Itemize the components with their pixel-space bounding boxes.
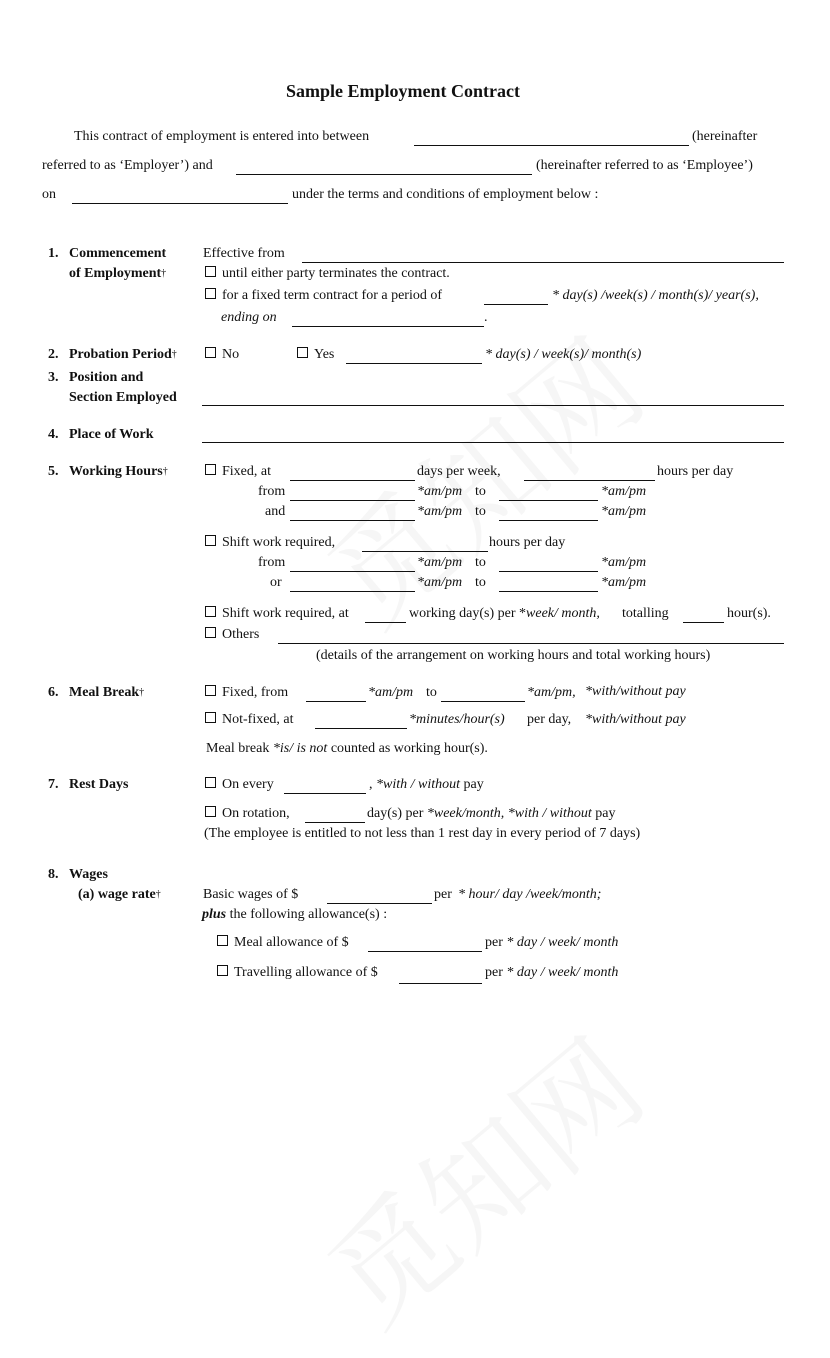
time-field[interactable] — [499, 571, 598, 572]
label: * hour/ day /week/month; — [458, 887, 602, 902]
label: per day, — [527, 712, 572, 727]
basic-wage-field[interactable] — [327, 903, 432, 904]
section-heading: Position and — [69, 370, 144, 385]
effective-from-label: Effective from — [203, 246, 285, 261]
time-field[interactable] — [290, 520, 415, 521]
label: per * day / week/ month — [485, 965, 619, 980]
intro-text: under the terms and conditions of employment below : — [292, 187, 599, 202]
option-meal-fixed[interactable]: Fixed, from — [205, 684, 288, 702]
section-heading: Meal Break† — [69, 685, 145, 700]
section-heading: Wages — [69, 867, 108, 882]
section-heading: Commencement — [69, 246, 167, 261]
label: *am/pm — [601, 575, 647, 590]
label: plus the following allowance(s) : — [202, 907, 388, 922]
effective-from-field[interactable] — [302, 262, 784, 263]
time-field[interactable] — [499, 591, 598, 592]
label: to — [475, 504, 486, 519]
period-units: * day(s) /week(s) / month(s)/ year(s), — [552, 288, 759, 303]
section-number: 4. — [48, 427, 59, 442]
label: or — [270, 575, 282, 590]
label: to — [475, 555, 486, 570]
section-heading: Probation Period† — [69, 347, 177, 362]
checkbox[interactable] — [217, 965, 228, 976]
days-field[interactable] — [290, 480, 415, 481]
label: to — [426, 685, 437, 700]
rest-day-field[interactable] — [284, 793, 366, 794]
employee-field[interactable] — [236, 174, 532, 175]
label: *minutes/hour(s) — [409, 712, 505, 727]
intro-text: referred to as ‘Employer’) and — [42, 158, 213, 173]
label: to — [475, 575, 486, 590]
label: per — [434, 887, 452, 902]
time-field[interactable] — [290, 500, 415, 501]
checkbox[interactable] — [205, 266, 216, 277]
option-fixed-hours[interactable]: Fixed, at — [205, 463, 271, 481]
watermark — [287, 994, 673, 1357]
label: *am/pm — [368, 685, 414, 700]
label: *am/pm — [417, 575, 463, 590]
employer-field[interactable] — [414, 145, 689, 146]
checkbox[interactable] — [205, 627, 216, 638]
date-field[interactable] — [72, 203, 288, 204]
label: per * day / week/ month — [485, 935, 619, 950]
duration-field[interactable] — [315, 728, 407, 729]
checkbox[interactable] — [205, 685, 216, 696]
time-field[interactable] — [499, 520, 598, 521]
label: *am/pm — [417, 555, 463, 570]
label: hour(s). — [727, 606, 771, 621]
rest-day-note: (The employee is entitled to not less than 1 rest day in every period of 7 days) — [204, 826, 641, 841]
section-number: 1. — [48, 246, 59, 261]
section-heading: Place of Work — [69, 427, 154, 442]
ending-on-label: ending on — [221, 310, 277, 325]
checkbox[interactable] — [205, 347, 216, 358]
label: *am/pm — [601, 504, 647, 519]
probation-field[interactable] — [346, 363, 482, 364]
checkbox[interactable] — [205, 288, 216, 299]
label: hours per day — [489, 535, 566, 550]
label: Basic wages of $ — [203, 887, 299, 902]
checkbox[interactable] — [205, 777, 216, 788]
checkbox[interactable] — [205, 606, 216, 617]
section-heading: Section Employed — [69, 390, 177, 405]
page-title: Sample Employment Contract — [286, 81, 520, 101]
ending-on-field[interactable] — [292, 326, 484, 327]
days-field[interactable] — [365, 622, 406, 623]
label: from — [258, 484, 286, 499]
option-until[interactable]: until either party terminates the contract. — [205, 265, 450, 283]
section-heading: Rest Days — [69, 777, 129, 792]
label: *am/pm — [417, 504, 463, 519]
checkbox[interactable] — [217, 935, 228, 946]
label: days per week, — [417, 464, 501, 479]
intro-text: on — [42, 187, 56, 202]
section-heading: of Employment† — [69, 266, 167, 281]
label: *am/pm — [601, 555, 647, 570]
section-heading: Working Hours† — [69, 464, 168, 479]
option-travelling-allowance[interactable]: Travelling allowance of $ — [217, 964, 378, 982]
label: *with/without pay — [585, 712, 686, 727]
option-on-every[interactable]: On every — [205, 776, 274, 794]
section-number: 2. — [48, 347, 59, 362]
label: day(s) per *week/month, *with / without pay — [367, 806, 616, 821]
label: *am/pm, — [527, 685, 576, 700]
option-others[interactable]: Others — [205, 626, 259, 644]
label: and — [265, 504, 286, 519]
option-fixed-term[interactable]: for a fixed term contract for a period of — [205, 287, 442, 305]
checkbox[interactable] — [205, 535, 216, 546]
option-shift-work[interactable]: Shift work required, — [205, 534, 335, 552]
checkbox[interactable] — [205, 712, 216, 723]
total-hours-field[interactable] — [683, 622, 724, 623]
label: hours per day — [657, 464, 734, 479]
option-yes[interactable]: Yes — [297, 346, 334, 364]
option-meal-not-fixed[interactable]: Not-fixed, at — [205, 711, 294, 729]
hours-field[interactable] — [362, 551, 488, 552]
label: *with/without pay — [585, 684, 686, 699]
hours-field[interactable] — [524, 480, 655, 481]
option-shift-work-days[interactable]: Shift work required, at — [205, 605, 349, 623]
intro-text: (hereinafter referred to as ‘Employee’) — [536, 158, 753, 173]
option-meal-allowance[interactable]: Meal allowance of $ — [217, 934, 349, 952]
label: working day(s) per *week/ month, — [409, 606, 600, 621]
punct: . — [484, 310, 488, 325]
section-number: 5. — [48, 464, 59, 479]
label: to — [475, 484, 486, 499]
meal-break-note: Meal break *is/ is not counted as working hour(s). — [206, 741, 488, 756]
details-note: (details of the arrangement on working hours and total working hours) — [316, 648, 711, 663]
rotation-days-field[interactable] — [305, 822, 365, 823]
time-field[interactable] — [290, 591, 415, 592]
intro-text: (hereinafter — [692, 129, 758, 144]
checkbox[interactable] — [297, 347, 308, 358]
option-on-rotation[interactable]: On rotation, — [205, 805, 290, 823]
section-number: 7. — [48, 777, 59, 792]
option-no[interactable]: No — [205, 346, 239, 364]
label: totalling — [622, 606, 669, 621]
section-number: 8. — [48, 867, 59, 882]
time-field[interactable] — [306, 701, 366, 702]
probation-units: * day(s) / week(s)/ month(s) — [485, 347, 642, 362]
label: , *with / without pay — [369, 777, 484, 792]
meal-allowance-field[interactable] — [368, 951, 482, 952]
position-field[interactable] — [202, 405, 784, 406]
time-field[interactable] — [441, 701, 525, 702]
section-number: 6. — [48, 685, 59, 700]
period-field[interactable] — [484, 304, 548, 305]
intro-text: This contract of employment is entered into between — [74, 129, 370, 144]
time-field[interactable] — [499, 500, 598, 501]
place-field[interactable] — [202, 442, 784, 443]
label: from — [258, 555, 286, 570]
others-field[interactable] — [278, 643, 784, 644]
checkbox[interactable] — [205, 464, 216, 475]
label: *am/pm — [601, 484, 647, 499]
time-field[interactable] — [290, 571, 415, 572]
sub-heading: (a) wage rate† — [78, 887, 161, 902]
checkbox[interactable] — [205, 806, 216, 817]
label: *am/pm — [417, 484, 463, 499]
section-number: 3. — [48, 370, 59, 385]
travel-allowance-field[interactable] — [399, 983, 482, 984]
